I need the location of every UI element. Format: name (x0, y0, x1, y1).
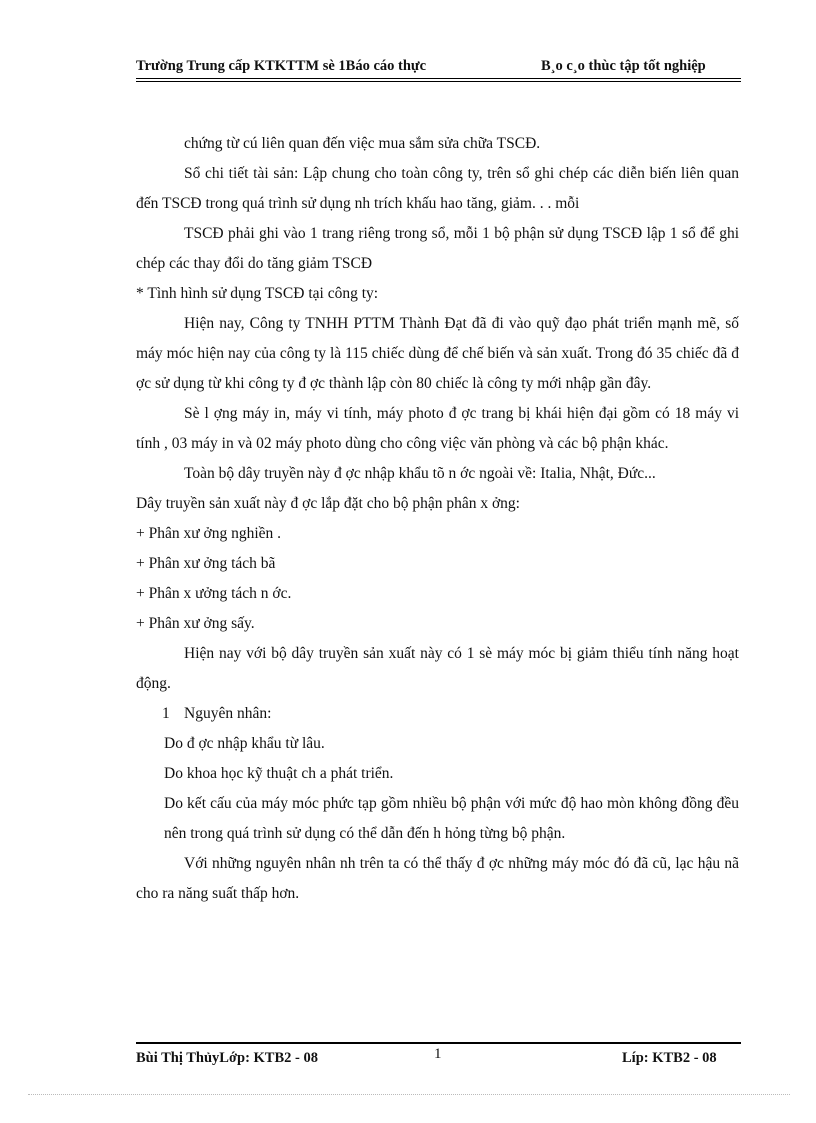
reason-item: Do kết cấu của máy móc phức tạp gồm nhiều bộ phận với mức độ hao mòn không đồng đều nên trong quá trình sử dụng có thể dẫn đến h hỏng từng bộ phận. (164, 795, 739, 842)
reason-item: Do khoa học kỹ thuật ch a phát triển. (164, 765, 394, 782)
bullet-item: + Phân xư ởng sấy. (136, 615, 255, 632)
footer-author: Bùi Thị ThủyLớp: KTB2 - 08 (136, 1050, 318, 1066)
paragraph: Với những nguyên nhân nh trên ta có thể thấy đ ợc những máy móc đó đã cũ, lạc hậu nã cho ra năng suất thấp hơn. (136, 855, 739, 902)
paragraph: TSCĐ phải ghi vào 1 trang riêng trong sổ, mỗi 1 bộ phận sử dụng TSCĐ lập 1 sổ để ghi chép các thay đổi do tăng giảm TSCĐ (136, 225, 739, 272)
list-number: 1 (162, 705, 170, 722)
header-report-title: B¸o c¸o thùc tập tốt nghiệp (541, 58, 706, 74)
paragraph: Sè l ợng máy in, máy vi tính, máy photo đ ợc trang bị khái hiện đại gồm có 18 máy vi tính , 03 máy in và 02 máy photo dùng cho công việc văn phòng và các bộ phận khác. (136, 405, 739, 452)
paragraph: Hiện nay, Công ty TNHH PTTM Thành Đạt đã đi vào quỹ đạo phát triển mạnh mẽ, số máy móc hiện nay của công ty là 115 chiếc dùng để chế biến và sản xuất. Trong đó 35 chiếc đã đ ợc sử dụng từ khi công ty đ ợc thành lập còn 80 chiếc là công ty mới nhập gần đây. (136, 315, 739, 392)
section-heading: * Tình hình sử dụng TSCĐ tại công ty: (136, 285, 379, 302)
paragraph: Toàn bộ dây truyền này đ ợc nhập khẩu tõ n ớc ngoài về: Italia, Nhật, Đức... (184, 465, 656, 482)
header-divider (136, 78, 741, 79)
paragraph: Dây truyền sản xuất này đ ợc lắp đặt cho bộ phận phân x ởng: (136, 495, 520, 512)
header-divider-thin (136, 81, 741, 82)
bullet-item: + Phân xư ởng nghiền . (136, 525, 282, 542)
bullet-item: + Phân xư ởng tách bã (136, 555, 276, 572)
bullet-item: + Phân x ưởng tách n ớc. (136, 585, 292, 602)
page-number: 1 (434, 1046, 442, 1062)
footer-class: Líp: KTB2 - 08 (622, 1050, 717, 1066)
paragraph: Sổ chi tiết tài sản: Lập chung cho toàn công ty, trên sổ ghi chép các diễn biến liên quan đến TSCĐ trong quá trình sử dụng nh trích khấu hao tăng, giảm. . . mỗi (136, 165, 739, 212)
reason-item: Do đ ợc nhập khẩu từ lâu. (164, 735, 325, 752)
list-text: Nguyên nhân: (184, 705, 272, 722)
paragraph: Hiện nay với bộ dây truyền sản xuất này có 1 sè máy móc bị giảm thiểu tính năng hoạt động. (136, 645, 739, 692)
numbered-item (136, 699, 739, 729)
footer-divider (136, 1042, 741, 1044)
document-body (136, 129, 739, 909)
header-school-title: Trường Trung cấp KTKTTM sè 1Báo cáo thực (136, 58, 427, 74)
paragraph: chứng từ cú liên quan đến việc mua sắm sửa chữa TSCĐ. (184, 135, 541, 152)
page-bottom-dotted-line (28, 1094, 790, 1095)
